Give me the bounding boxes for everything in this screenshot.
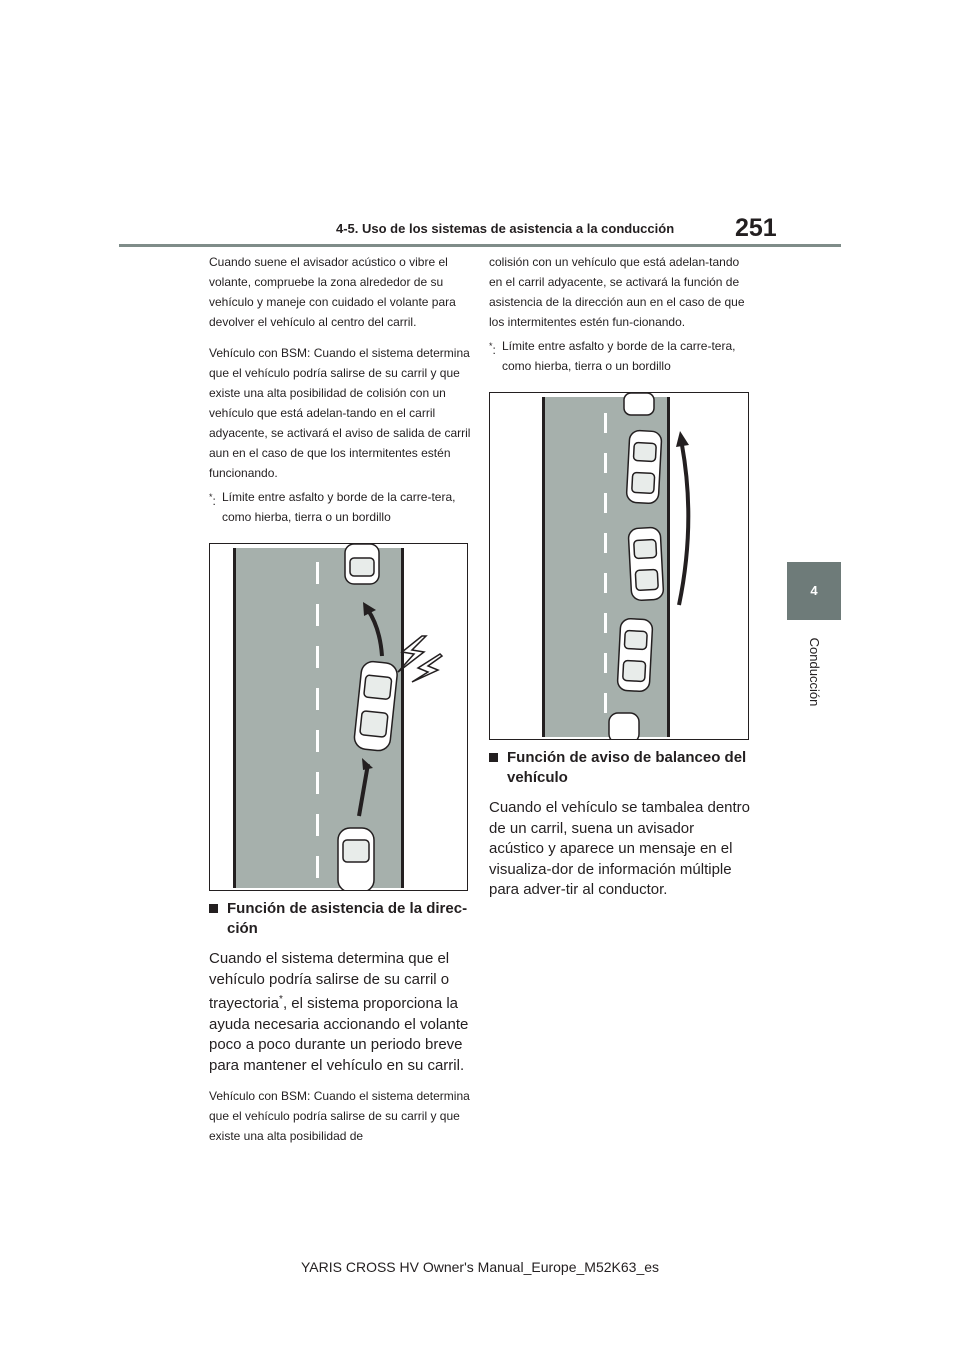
sway-illustration <box>490 393 748 739</box>
car-4 <box>617 618 653 692</box>
chapter-label: Conducción <box>807 637 822 707</box>
paragraph: Cuando el sistema determina que el vehículo podría salirse de su carril o trayectoria*, el sistema proporciona la ayuda necesaria accionando el volante poco a poco durante un periodo breve para mantener el vehículo en su carril. <box>209 950 469 1074</box>
footnote-text: Límite entre asfalto y borde de la carre-tera, como hierba, tierra o un bordillo <box>222 490 456 524</box>
lane-departure-figure <box>209 543 468 891</box>
section-heading: Función de asistencia de la direc-ción <box>209 899 471 939</box>
car-top <box>345 544 379 584</box>
footnote-text: Límite entre asfalto y borde de la carre-tera, como hierba, tierra o un bordillo <box>502 339 736 373</box>
car-2 <box>626 430 662 504</box>
car-bottom <box>338 828 374 890</box>
road-edge-right <box>401 548 404 888</box>
sway-warning-figure <box>489 392 749 740</box>
chapter-tab[interactable]: 4 <box>787 562 841 620</box>
bullet-square-icon <box>489 748 507 788</box>
left-column <box>209 252 471 1146</box>
road-edge-left <box>233 548 236 888</box>
paragraph: Vehículo con BSM: Cuando el sistema determina que el vehículo podría salirse de su carril y que existe una alta posibilidad de colisión con un vehículo que está adelan-tando en el carril adyacente, se activará el aviso de salida de carril aun en el caso de que los intermitentes estén funcionando. <box>209 346 471 480</box>
road-edge-right <box>667 397 670 737</box>
sway-arrow-shaft <box>679 445 688 605</box>
car-5 <box>609 713 639 739</box>
paragraph: Cuando suene el avisador acústico o vibre el volante, compruebe la zona alrededor de su vehículo y maneje con cuidado el volante para devolver el vehículo al centro del carril. <box>209 255 456 329</box>
page-number: 251 <box>735 214 777 242</box>
bullet-square-icon <box>209 899 227 939</box>
right-column <box>489 252 751 901</box>
sway-arrow-head <box>676 431 689 447</box>
car-1 <box>624 393 654 415</box>
footnote-mark: *: <box>489 341 496 357</box>
steering-assist-illustration <box>210 544 467 890</box>
section-header-title: 4-5. Uso de los sistemas de asistencia a la conducción <box>336 221 675 236</box>
paragraph: colisión con un vehículo que está adelan-tando en el carril adyacente, se activará la función de asistencia de la dirección aun en el caso de que los intermitentes estén fun-cionando. <box>489 255 745 329</box>
paragraph: Vehículo con BSM: Cuando el sistema determina que el vehículo podría salirse de su carril y que existe una alta posibilidad de <box>209 1089 470 1143</box>
paragraph: Cuando el vehículo se tambalea dentro de un carril, suena un avisador acústico y aparece un mensaje en el visualiza-dor de información múltiple para adver-tir al conductor. <box>489 799 751 898</box>
header-divider <box>119 244 841 247</box>
road-edge-left <box>542 397 545 737</box>
car-3 <box>628 527 664 601</box>
page-footer: YARIS CROSS HV Owner's Manual_Europe_M52K63_es <box>300 1259 660 1275</box>
footnote-mark: *: <box>209 492 216 508</box>
footnote <box>489 336 751 376</box>
section-heading: Función de aviso de balanceo del vehículo <box>489 748 751 788</box>
footnote <box>209 487 471 527</box>
